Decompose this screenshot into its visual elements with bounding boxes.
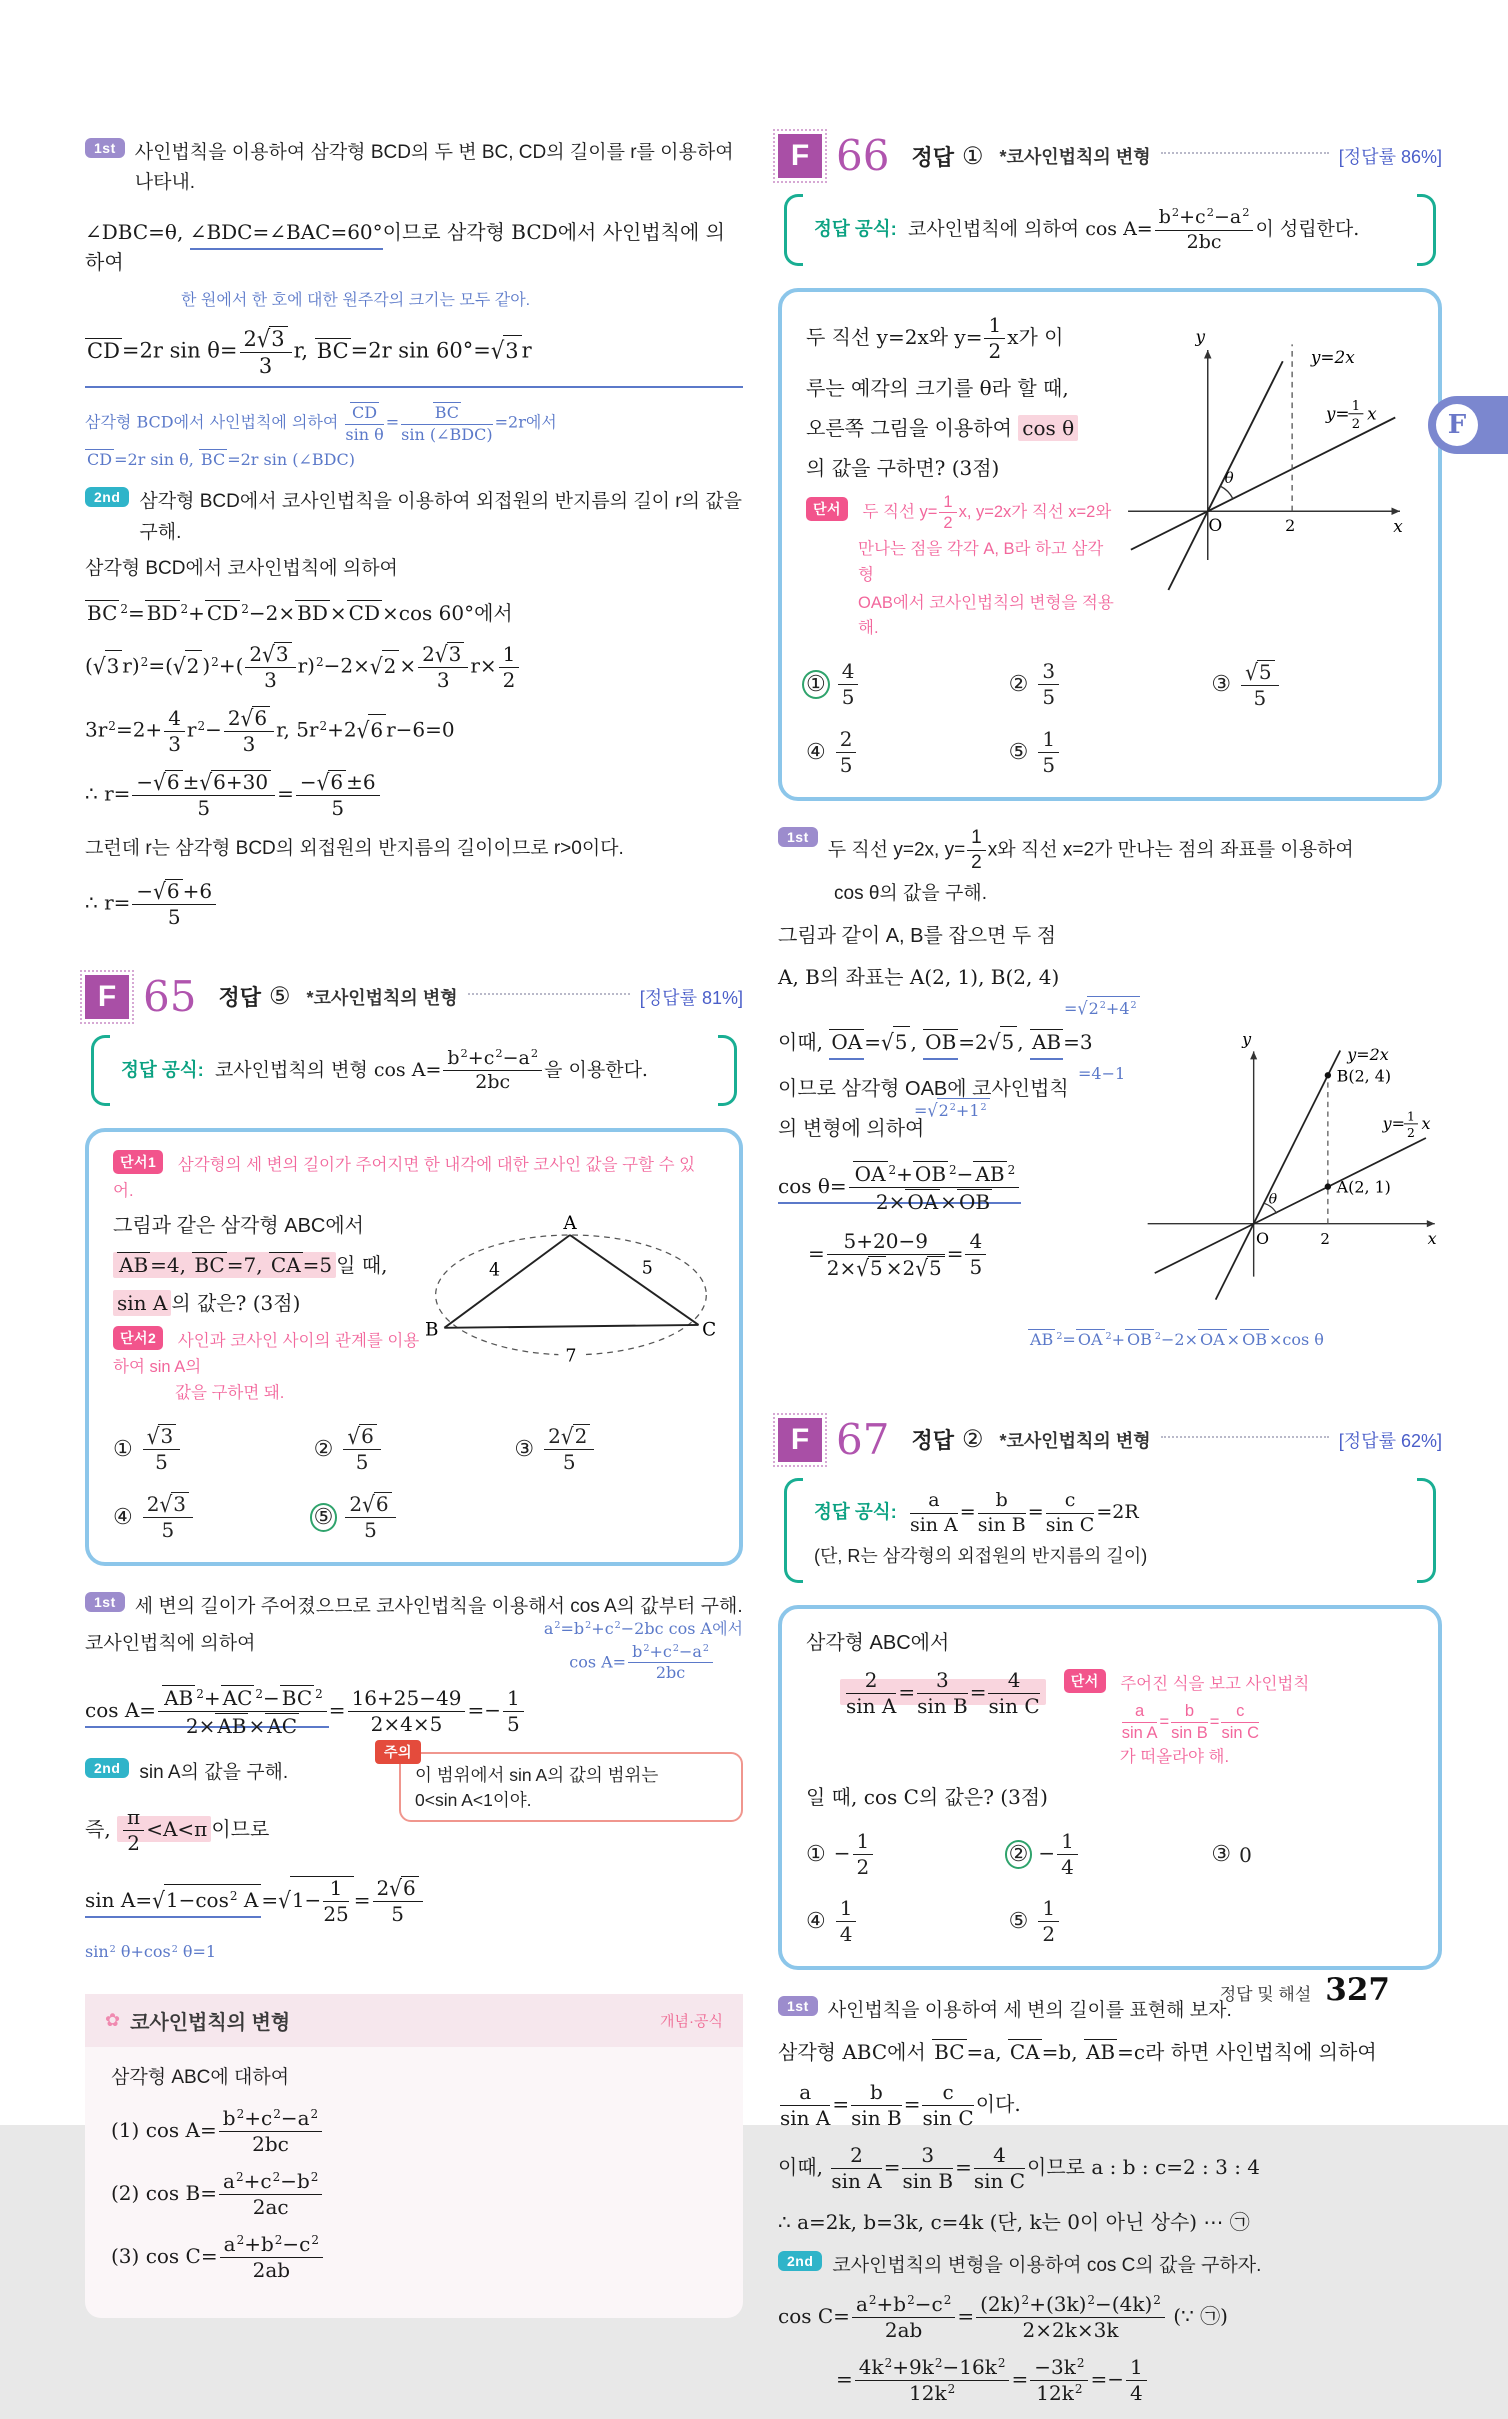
problem-text-3: sin A 의 값은? (3점) xyxy=(113,1288,425,1318)
concept-title: 코사인법칙의 변형 xyxy=(130,2011,291,2034)
step-2nd-badge: 2nd xyxy=(85,1758,129,1778)
origin-label: O xyxy=(1208,514,1223,535)
vertex-b-label: B xyxy=(425,1319,439,1341)
problem-number: 66 xyxy=(836,131,890,180)
right-column xyxy=(778,128,1442,2419)
clue-text-3: OAB에서 코사인법칙의 변형을 적용해. xyxy=(858,593,1114,638)
choice-1: ① $\frac{√3}{5}$ xyxy=(113,1424,314,1474)
answer-number: ① xyxy=(961,142,984,170)
f65-range-line: 즉, $\frac{\pi}{2}$ <A<π 이므로 xyxy=(85,1805,270,1856)
choices-row-1 xyxy=(806,660,1414,710)
problem-text-1: 삼각형 ABC에서 xyxy=(806,1632,950,1655)
clue2-row xyxy=(113,1326,425,1406)
step-1st-badge: 1st xyxy=(778,827,818,847)
choice-3: ③ $\frac{2√2}{5}$ xyxy=(514,1424,715,1474)
choice-2-picked: ② − $\frac{1}{4}$ xyxy=(1009,1830,1212,1879)
caution-text-2: 0<sin A<1이야. xyxy=(415,1789,532,1810)
f66-note-ob: $=√2^2+4^2$ xyxy=(1064,996,1140,1020)
clue1-text: 삼각형의 세 변의 길이가 주어지면 한 내각에 대한 코사인 값을 구할 수 있어. xyxy=(113,1156,696,1200)
choice-5: ⑤ $\frac{1}{2}$ xyxy=(1009,1897,1212,1946)
f67-eq-4: cos C= $\frac{a^2+b^2-c^2}{2ab}$ = $\frac{(2k)^2+(3k)^2-(4k)^2}{2\times 2k\times 3k}$ (∵ ㉠) xyxy=(778,2292,1228,2343)
problem-header-f66 xyxy=(778,131,1442,180)
caution-bubble xyxy=(384,1743,743,1822)
clue-text-1: 두 직선 y= $\frac{1}{2}$ x, y=2x가 직선 x=2와 xyxy=(862,492,1112,533)
concept-box xyxy=(85,1994,743,2318)
f67-step2 xyxy=(778,2251,1442,2281)
cont-line-coslaw: 삼각형 BCD에서 코사인법칙에 의하여 xyxy=(85,558,398,579)
formula-label: 정답 공식: xyxy=(121,1058,204,1080)
f66-note-coslaw-transform: AB $^2$= OA $^2$+ OB $^2$−2× OA × OB ×cos θ xyxy=(1030,1329,1324,1349)
problem-text-1: 그림과 같은 삼각형 ABC에서 xyxy=(113,1215,364,1238)
answer-label: 정답 xyxy=(218,985,261,1011)
concept-corner-label: 개념·공식 xyxy=(660,2012,723,2030)
problem-box-f65 xyxy=(85,1128,743,1566)
triangle-figure-wrap xyxy=(425,1210,715,1406)
line-y2x-label: y=2x xyxy=(1310,346,1355,367)
vertex-c-label: C xyxy=(702,1319,717,1341)
side-ab-label: 4 xyxy=(489,1261,501,1282)
solution-graph xyxy=(1130,1016,1448,1290)
problem-text-3: 오른쪽 그림을 이용하여 cos θ xyxy=(806,413,1114,443)
f67-line-1: 삼각형 ABC에서 BC =a, CA =b, AB =c라 하면 사인법칙에 의하여 xyxy=(778,2039,1377,2064)
cont-eq-answer: ∴ r= $\frac{-√6 +6}{5}$ xyxy=(85,879,743,929)
f66-solution-graph-wrap xyxy=(1130,1016,1448,1295)
x2-tick-label: 2 xyxy=(1320,1229,1330,1248)
step-text: 세 변의 길이가 주어졌으므로 코사인법칙을 이용해서 cos A의 값부터 구해. xyxy=(134,1596,743,1618)
topic-label: *코사인법칙의 변형 xyxy=(999,147,1151,167)
origin-label: O xyxy=(1255,1228,1270,1248)
choice-4: ④ $\frac{1}{4}$ xyxy=(806,1897,1009,1946)
page-footer xyxy=(1220,1972,1390,2008)
f66-note-oa: $=√2^2+1^2$ xyxy=(914,1098,990,1122)
clue-row xyxy=(806,493,1114,642)
f66-sol-line-4: 이므로 삼각형 OAB에 코사인법칙 xyxy=(778,1077,1069,1100)
problem-text-2: 일 때, cos C의 값은? (3점) xyxy=(806,1785,1048,1810)
formula-body: 코사인법칙의 변형 cos A= $\frac{b^2+c^2-a^2}{2bc}$ 을 이용한다. xyxy=(214,1045,648,1094)
concept-formula-3: (3) cos C= $\frac{a^2+b^2-c^2}{2ab}$ xyxy=(111,2233,717,2282)
step-1st-badge: 1st xyxy=(85,1592,125,1612)
x2-tick-label: 2 xyxy=(1285,515,1296,535)
f67-eq-2: 이때, $\frac{2}{\text{sin A}}$ = $\frac{3}{\text{sin B}}$ = $\frac{4}{\text{sin C}}$ 이므로 a : b : c=2 : 3 : 4 xyxy=(778,2142,1261,2193)
clue-block xyxy=(1064,1669,1310,1770)
x-axis-label: x xyxy=(1427,1228,1437,1248)
line-yhalfx-x: x xyxy=(1421,1113,1431,1133)
step-2nd-badge: 2nd xyxy=(85,487,129,507)
y-axis-label: y xyxy=(1195,326,1206,347)
problem-number: 67 xyxy=(836,1414,890,1464)
vertex-a-label: A xyxy=(563,1213,577,1235)
caution-badge: 주의 xyxy=(375,1740,421,1764)
f65-note-coslaw: $a^2=b^2+c^2-2bc$ cos A에서 xyxy=(543,1618,743,1638)
clue2-text-2: 값을 구하면 돼. xyxy=(175,1383,285,1402)
problem-text-2: 루는 예각의 크기를 θ라 할 때, xyxy=(806,375,1069,400)
left-column xyxy=(85,128,743,2318)
clue-text-2: $\frac{a}{\text{sin A}}$ = $\frac{b}{\text{sin B}}$ = $\frac{c}{\text{sin C}}$ xyxy=(1121,1701,1260,1742)
clue1-row xyxy=(113,1150,715,1204)
f65-line-coslaw: 코사인법칙에 의하여 xyxy=(85,1632,256,1654)
problem-box-f66 xyxy=(778,288,1442,801)
cont-note-sine-law: 삼각형 BCD에서 사인법칙에 의하여 $\frac{CD}{\text{sin θ}}$ = $\frac{BC}{\text{sin (∠BDC)}}$ =2r에서 xyxy=(85,403,557,444)
f65-note-identity: $\sin^2 \theta+\cos^2$ θ=1 xyxy=(85,1942,217,1962)
graph-figure-wrap xyxy=(1114,310,1414,642)
choice-2: ② $\frac{3}{5}$ xyxy=(1009,660,1212,710)
choices-row-2 xyxy=(113,1492,715,1542)
section-f-badge: F xyxy=(85,975,129,1019)
choice-5-picked: ⑤ $\frac{2√6}{5}$ xyxy=(314,1492,515,1542)
correct-rate: [정답률 62%] xyxy=(1338,1430,1442,1451)
line-yhalfx-label-a: y= xyxy=(1325,402,1350,423)
step-text: 삼각형 BCD에서 코사인법칙을 이용하여 외접원의 반지름의 길이 r의 값을 구해. xyxy=(139,491,742,543)
line-y2x-label: y=2x xyxy=(1347,1045,1389,1065)
choice-3: ③ 0 xyxy=(1211,1842,1252,1868)
step-2nd-badge: 2nd xyxy=(778,2251,822,2271)
topic-label: *코사인법칙의 변형 xyxy=(306,987,458,1008)
step-text: 사인법칙을 이용하여 삼각형 BCD의 두 변 BC, CD의 길이를 r를 이용하여 나타내. xyxy=(134,142,734,194)
cont-note-inscribed-angle: 한 원에서 한 호에 대한 원주각의 크기는 모두 같아. xyxy=(181,291,531,309)
f66-sol-line-3: 이때, OA =√5 , OB =2√5 , AB =3 xyxy=(778,1026,1150,1057)
x-axis-label: x xyxy=(1393,515,1403,536)
footer-page-number: 327 xyxy=(1325,1972,1390,2008)
theta-label: θ xyxy=(1224,468,1234,487)
answer-number: ② xyxy=(961,1426,984,1454)
choice-1: ① − $\frac{1}{2}$ xyxy=(806,1830,1009,1879)
f67-eq-1: $\frac{a}{\text{sin A}}$ = $\frac{b}{\text{sin B}}$ = $\frac{c}{\text{sin C}}$ 이다. xyxy=(780,2079,1021,2130)
choices-row-1 xyxy=(113,1424,715,1474)
clue2-text: 사인과 코사인 사이의 관계를 이용하여 sin A의 xyxy=(113,1332,420,1376)
line-yhalfx-num: 1 xyxy=(1351,398,1361,414)
side-ca-label: 5 xyxy=(641,1259,653,1280)
line-yhalfx-num: 1 xyxy=(1406,1109,1415,1124)
cont-eq-coslaw: BC $^2$= BD $^2$+ CD $^2$−2× BD × CD ×cos 60°에서 xyxy=(87,601,513,626)
problem-text-4: 의 값을 구하면? (3점) xyxy=(806,455,1000,480)
clue-badge: 단서 xyxy=(1064,1669,1106,1693)
step-1st-badge: 1st xyxy=(85,138,125,158)
concept-line: 삼각형 ABC에 대하여 xyxy=(111,2066,290,2088)
cont-eq-quadratic: $3r^2=2+$ $\frac{4}{3}$ $r^2-$ $\frac{2√6}{3}$ r, $5r^2+2√6$ r−6=0 xyxy=(85,704,455,757)
cont-eq-root: ∴ r= $\frac{-√6 \pm√6+30}{5}$ = $\frac{-√6 \pm 6}{5}$ xyxy=(85,770,743,820)
formula-body: 코사인법칙에 의하여 cos A= $\frac{b^2+c^2-a^2}{2bc}$ 이 성립한다. xyxy=(907,205,1360,253)
dotted-leader xyxy=(1161,152,1329,154)
correct-rate: [정답률 86%] xyxy=(1338,147,1442,167)
caution-text-1: 이 범위에서 sin A의 값의 범위는 xyxy=(415,1764,659,1785)
f66-eq-costheta: cos θ= $\frac{OA ^2+ OB ^2- AB ^2}{2\times OA \times OB}$ xyxy=(778,1161,1150,1214)
f66-solution-block xyxy=(778,920,1442,1400)
choice-5: ⑤ $\frac{1}{5}$ xyxy=(1009,728,1212,777)
formula-label: 정답 공식: xyxy=(814,217,897,239)
choice-1-picked: ① $\frac{4}{5}$ xyxy=(806,660,1009,710)
f66-sol-line-1: 그림과 같이 A, B를 잡으면 두 점 xyxy=(778,924,1057,947)
formula-note: (단, R는 삼각형의 외접원의 반지름의 길이) xyxy=(814,1546,1148,1567)
cont-step1 xyxy=(85,138,743,199)
problem-text-1: 두 직선 y=2x와 y= $\frac{1}{2}$ x가 이 xyxy=(806,312,1064,363)
topic-label: *코사인법칙의 변형 xyxy=(999,1430,1151,1451)
line-yhalfx-den: 2 xyxy=(1351,416,1361,432)
clue1-badge: 단서1 xyxy=(113,1150,163,1174)
problem-header-f65 xyxy=(85,971,743,1021)
f65-eq-sinA: $\sin A=√1-\cos^2$ A =√1− $\frac{1}{25}$ = $\frac{2√6}{5}$ xyxy=(85,1876,743,1927)
choices-row-2 xyxy=(806,728,1414,777)
cont-step2 xyxy=(85,487,743,548)
section-f-badge: F xyxy=(778,134,822,178)
answer-label: 정답 xyxy=(911,144,954,170)
answer-formula-box-f65 xyxy=(91,1035,737,1107)
f67-eq-5: = $\frac{4k^2+9k^2-16k^2}{12k^2}$ = $\frac{-3k^2}{12k^2}$ =− $\frac{1}{4}$ xyxy=(836,2356,1442,2405)
line-yhalfx-den: 2 xyxy=(1406,1125,1415,1140)
flower-icon: ✿ xyxy=(105,2009,121,2030)
f66-step1-line2: cos θ의 값을 구해. xyxy=(834,883,988,905)
side-bc-label: 7 xyxy=(565,1347,577,1368)
cont-eq-expand: (√3 r)$^2$=(√2 )$^2$+( $\frac{2√3}{3}$ r)$^2$−2×√2 × $\frac{2√3}{3}$ r× $\frac{1}{2}$ xyxy=(85,642,743,692)
point-a-label: A(2, 1) xyxy=(1336,1177,1391,1197)
choice-2: ② $\frac{√6}{5}$ xyxy=(314,1424,515,1474)
choices-row-1 xyxy=(806,1830,1414,1879)
step-text: 코사인법칙의 변형을 이용하여 cos C의 값을 구하자. xyxy=(832,2254,1262,2276)
dotted-leader xyxy=(1161,1436,1329,1438)
footer-label: 정답 및 해설 xyxy=(1219,1985,1312,2004)
answer-number: ⑤ xyxy=(268,983,291,1011)
problem-header-f67 xyxy=(778,1414,1442,1464)
line-yhalfx-x: x xyxy=(1367,402,1377,423)
dotted-leader xyxy=(468,993,630,995)
concept-body xyxy=(85,2047,743,2318)
choice-4: ④ $\frac{2√3}{5}$ xyxy=(113,1492,314,1542)
choice-3: ③ $\frac{√5}{5}$ xyxy=(1211,660,1414,710)
f65-note-cosA: cos A= $\frac{b^2+c^2-a^2}{2bc}$ xyxy=(569,1643,715,1683)
side-tab-letter: F xyxy=(1436,404,1478,446)
problem-equation: $\frac{2}{\text{sin A}}$ = $\frac{3}{\text{sin B}}$ = $\frac{4}{\text{sin C}}$ xyxy=(840,1669,1046,1718)
y-axis-label: y xyxy=(1242,1029,1252,1049)
line-yhalfx-label-a: y= xyxy=(1382,1113,1405,1133)
formula-label: 정답 공식: xyxy=(814,1501,897,1523)
f66-sol-line-5: 의 변형에 의하여 xyxy=(778,1117,925,1140)
concept-header xyxy=(85,1994,743,2047)
f67-eq-3: ∴ a=2k, b=3k, c=4k (단, k는 0이 아닌 상수) ⋯ ㉠ xyxy=(778,2209,1250,2234)
choices-row-2 xyxy=(806,1897,1414,1946)
cont-line-positive-r: 그런데 r는 삼각형 BCD의 외접원의 반지름의 길이이므로 r>0이다. xyxy=(85,838,624,860)
step-text: 두 직선 y=2x, y= $\frac{1}{2}$ x와 직선 x=2가 만나는 점의 좌표를 이용하여 xyxy=(827,826,1354,873)
f65-eq-cosA: cos A= $\frac{AB ^2+ AC ^2- BC ^2}{2\times AB \times AC}$ = $\frac{16+25-49}{2\times 4\times 5}$ =− $\frac{1}{5}$ xyxy=(85,1685,743,1738)
triangle-abc-figure xyxy=(425,1210,715,1378)
concept-formula-1: (1) cos A= $\frac{b^2+c^2-a^2}{2bc}$ xyxy=(111,2107,717,2156)
clue-text-2: 만나는 점을 각각 A, B라 하고 삼각형 xyxy=(858,540,1104,585)
choice-4: ④ $\frac{2}{5}$ xyxy=(806,728,1009,777)
answer-formula-box-f67 xyxy=(784,1478,1436,1583)
f66-step1 xyxy=(778,827,1442,874)
section-f-badge: F xyxy=(778,1418,822,1462)
answer-label: 정답 xyxy=(911,1428,954,1454)
point-b-label: B(2, 4) xyxy=(1336,1066,1392,1086)
theta-label: θ xyxy=(1268,1191,1278,1208)
cont-eq-cd-bc: CD=2r sin θ= $\frac{2√3}{3}$ r, BC=2r sin 60°=√3 r xyxy=(85,326,743,388)
f66-sol-line-2: A, B의 좌표는 A(2, 1), B(2, 4) xyxy=(778,964,1060,989)
correct-rate: [정답률 81%] xyxy=(639,987,743,1008)
section-side-tab xyxy=(1428,396,1508,454)
clue-badge: 단서 xyxy=(806,497,848,521)
cont-note-sine-law-2: CD =2r sin θ, BC =2r sin (∠BDC) xyxy=(87,450,355,470)
clue-text-3: 가 떠올라야 해. xyxy=(1119,1747,1230,1766)
step-text: sin A의 값을 구해. xyxy=(139,1761,289,1783)
formula-body: $\frac{a}{\text{sin A}}$ = $\frac{b}{\text{sin B}}$ = $\frac{c}{\text{sin C}}$ =2R xyxy=(909,1488,1139,1536)
f66-note-ab: =4−1 xyxy=(1078,1063,1126,1083)
problem-number: 65 xyxy=(143,971,197,1021)
clue-text-1: 주어진 식을 보고 사인법칙 xyxy=(1120,1675,1310,1694)
two-lines-graph xyxy=(1114,310,1414,600)
step-1st-badge: 1st xyxy=(778,1996,818,2016)
cont-line-angles: ∠DBC=θ, ∠BDC=∠BAC=60°이므로 삼각형 BCD에서 사인법칙에 의하여 xyxy=(85,219,725,274)
f66-eq-costheta-2: = $\frac{5+20-9}{2\times√5 \times 2√5}$ = $\frac{4}{5}$ xyxy=(808,1230,1150,1280)
clue2-badge: 단서2 xyxy=(113,1326,163,1350)
answer-formula-box-f66 xyxy=(784,194,1436,266)
step-text: 사인법칙을 이용하여 세 변의 길이를 표현해 보자. xyxy=(827,2000,1232,2022)
problem-box-f67 xyxy=(778,1605,1442,1970)
problem-text-2: AB =4, BC =7, CA =5 일 때, xyxy=(113,1250,425,1280)
concept-formula-2: (2) cos B= $\frac{a^2+c^2-b^2}{2ac}$ xyxy=(111,2170,717,2219)
